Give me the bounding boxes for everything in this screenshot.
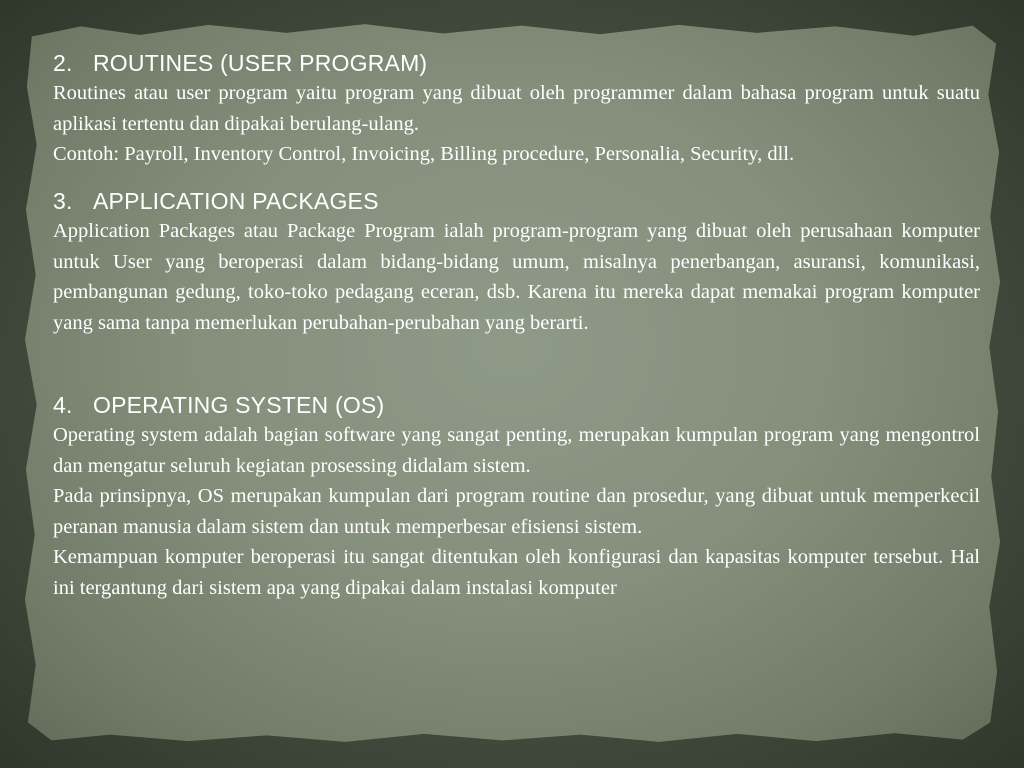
section-number: 3. bbox=[53, 188, 73, 214]
section-heading bbox=[53, 48, 980, 78]
section-operating-system bbox=[53, 390, 980, 603]
section-title: OPERATING SYSTEN (OS) bbox=[93, 392, 385, 418]
section-application-packages bbox=[53, 186, 980, 338]
section-title: ROUTINES (USER PROGRAM) bbox=[93, 50, 428, 76]
section-heading bbox=[53, 186, 980, 216]
section-paragraph: Application Packages atau Package Program ialah program-program yang dibuat oleh perusahaan komputer untuk User yang beroperasi dalam bidang-bidang umum, misalnya penerbangan, asuransi, komunikasi, pembangunan gedung, toko-toko pedagang eceran, dsb. Karena itu mereka dapat memakai program komputer yang sama tanpa memerlukan perubahan-perubahan yang berarti. bbox=[53, 220, 980, 334]
section-number: 4. bbox=[53, 392, 73, 418]
section-paragraph: Kemampuan komputer beroperasi itu sangat ditentukan oleh konfigurasi dan kapasitas komputer tersebut. Hal ini tergantung dari sistem apa yang dipakai dalam instalasi komputer bbox=[53, 546, 980, 599]
section-paragraph: Routines atau user program yaitu program yang dibuat oleh programmer dalam bahasa program untuk suatu aplikasi tertentu dan dipakai berulang-ulang. bbox=[53, 82, 980, 135]
section-heading bbox=[53, 390, 980, 420]
section-paragraph: Operating system adalah bagian software yang sangat penting, merupakan kumpulan program yang mengontrol dan mengatur seluruh kegiatan prosessing didalam sistem. bbox=[53, 424, 980, 477]
section-paragraph: Contoh: Payroll, Inventory Control, Invoicing, Billing procedure, Personalia, Security, dll. bbox=[53, 143, 795, 165]
section-routines bbox=[53, 48, 980, 170]
section-title: APPLICATION PACKAGES bbox=[93, 188, 379, 214]
section-paragraph: Pada prinsipnya, OS merupakan kumpulan dari program routine dan prosedur, yang dibuat untuk memperkecil peranan manusia dalam sistem dan untuk memperbesar efisiensi sistem. bbox=[53, 485, 980, 538]
section-number: 2. bbox=[53, 50, 73, 76]
